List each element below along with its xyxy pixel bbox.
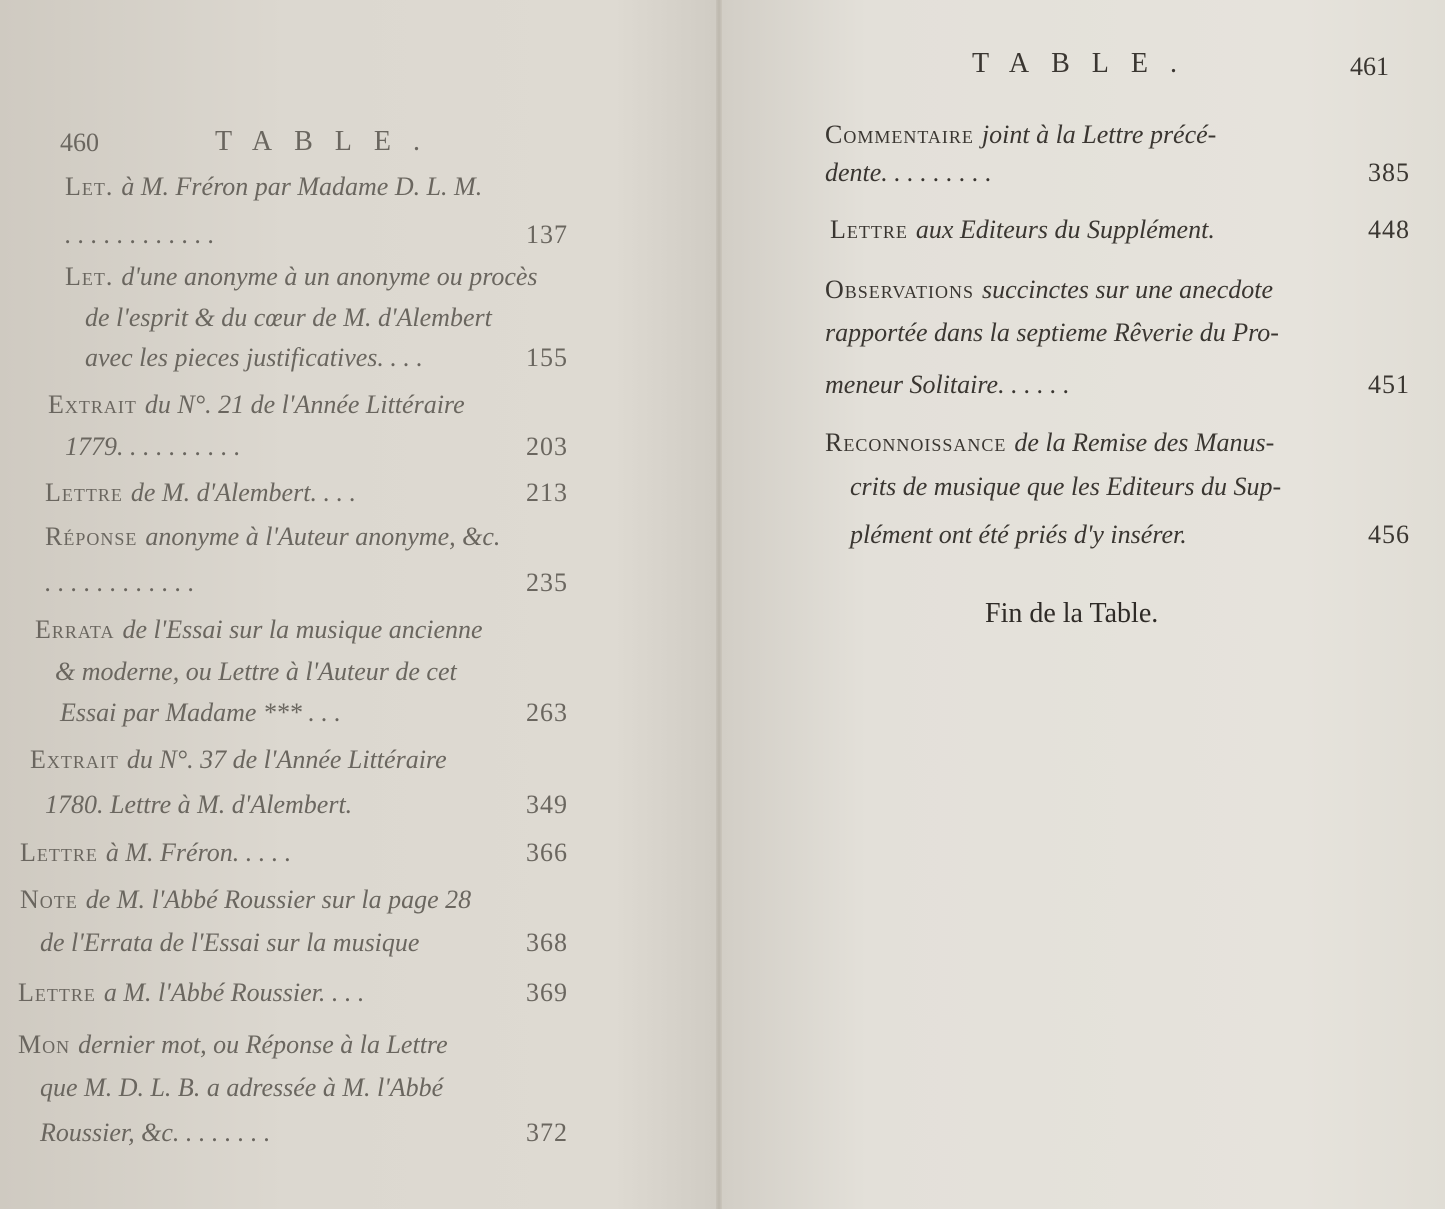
toc-entry-line (40, 1118, 568, 1148)
book-gutter (716, 0, 722, 1209)
entry-text: du N°. 37 de l'Année Littéraire (126, 745, 447, 774)
entry-text: à M. Fréron par Madame D. L. M. (121, 172, 483, 201)
toc-entry-line (65, 432, 568, 462)
entry-lead: Lettre (830, 215, 908, 244)
toc-entry-line (45, 522, 568, 552)
entry-page-number: 368 (526, 928, 568, 957)
toc-entry-line (45, 568, 568, 598)
entry-lead: Errata (35, 615, 115, 644)
toc-entry-line (85, 303, 568, 333)
entry-text: de M. d'Alembert. . . . (130, 478, 356, 507)
entry-text: 1779. . . . . . . . . . (65, 432, 241, 461)
entry-page-number: 366 (526, 838, 568, 867)
entry-lead: Lettre (20, 838, 98, 867)
toc-entry-line (825, 318, 1410, 348)
entry-text: de l'Essai sur la musique ancienne (122, 615, 483, 644)
left-page (0, 0, 722, 1209)
entry-text: du N°. 21 de l'Année Littéraire (144, 390, 465, 419)
toc-entry-line (825, 158, 1410, 188)
entry-text: joint à la Lettre précé- (981, 120, 1217, 149)
entry-text: d'une anonyme à un anonyme ou procès (121, 262, 538, 291)
entry-lead: Extrait (30, 745, 119, 774)
toc-entry-line (40, 928, 568, 958)
toc-entry-line (65, 172, 568, 202)
toc-entry-line (825, 428, 1410, 458)
toc-entry-line (20, 838, 568, 868)
toc-entry-line (65, 220, 568, 250)
toc-entry-line (40, 1073, 568, 1103)
entry-text: aux Editeurs du Supplément. (915, 215, 1215, 244)
toc-entry-line (65, 262, 568, 292)
entry-page-number: 385 (1368, 158, 1410, 187)
entry-page-number: 448 (1368, 215, 1410, 244)
entry-text: crits de musique que les Editeurs du Sup- (850, 472, 1282, 501)
entry-lead: Extrait (48, 390, 137, 419)
entry-text: dernier mot, ou Réponse à la Lettre (78, 1030, 448, 1059)
entry-text: de l'Errata de l'Essai sur la musique (40, 928, 420, 957)
page-number: 460 (60, 128, 99, 157)
entry-page-number: 263 (526, 698, 568, 727)
entry-text: dente. . . . . . . . . (825, 158, 992, 187)
entry-lead: Observations (825, 275, 975, 304)
entry-text: Roussier, &c. . . . . . . . (40, 1118, 271, 1147)
page-number: 461 (1350, 52, 1389, 81)
entry-text: meneur Solitaire. . . . . . (825, 370, 1070, 399)
toc-entry-line (20, 885, 568, 915)
entry-lead: Mon (18, 1030, 71, 1059)
entry-text: de M. l'Abbé Roussier sur la page 28 (85, 885, 472, 914)
entry-page-number: 372 (526, 1118, 568, 1147)
toc-entry-line (48, 390, 568, 420)
toc-entry-line (825, 275, 1410, 305)
toc-entry-line (18, 1030, 568, 1060)
entry-lead: Note (20, 885, 78, 914)
entry-text: plément ont été priés d'y insérer. (850, 520, 1187, 549)
toc-entry-line (55, 657, 568, 687)
entry-text: Essai par Madame *** . . . (60, 698, 341, 727)
entry-text: anonyme à l'Auteur anonyme, &c. (145, 522, 501, 551)
entry-page-number: 203 (526, 432, 568, 461)
toc-entry-line (850, 472, 1410, 502)
entry-text: & moderne, ou Lettre à l'Auteur de cet (55, 657, 457, 686)
closing-line: Fin de la Table. (985, 598, 1159, 629)
toc-entry-line (85, 343, 568, 373)
page-heading: TABLE. (972, 48, 1199, 79)
entry-page-number: 349 (526, 790, 568, 819)
entry-lead: Lettre (45, 478, 123, 507)
toc-entry-line (60, 698, 568, 728)
toc-entry-line (30, 745, 568, 775)
entry-text: avec les pieces justificatives. . . . (85, 343, 423, 372)
entry-page-number: 213 (526, 478, 568, 507)
entry-page-number: 451 (1368, 370, 1410, 399)
entry-text: de l'esprit & du cœur de M. d'Alembert (85, 303, 492, 332)
entry-text: de la Remise des Manus- (1014, 428, 1275, 457)
entry-text: . . . . . . . . . . . . (65, 220, 215, 249)
right-page (722, 0, 1445, 1209)
entry-text: que M. D. L. B. a adressée à M. l'Abbé (40, 1073, 444, 1102)
entry-lead: Let. (65, 262, 114, 291)
entry-lead: Réponse (45, 522, 138, 551)
toc-entry-line (35, 615, 568, 645)
toc-entry-line (830, 215, 1410, 245)
entry-text: 1780. Lettre à M. d'Alembert. (45, 790, 353, 819)
entry-page-number: 369 (526, 978, 568, 1007)
toc-entry-line (850, 520, 1410, 550)
entry-text: a M. l'Abbé Roussier. . . . (103, 978, 365, 1007)
entry-lead: Let. (65, 172, 114, 201)
entry-text: succinctes sur une anecdote (982, 275, 1274, 304)
entry-text: rapportée dans la septieme Rêverie du Pro- (825, 318, 1279, 347)
page-heading: TABLE. (215, 126, 442, 157)
entry-page-number: 456 (1368, 520, 1410, 549)
toc-entry-line (18, 978, 568, 1008)
entry-lead: Reconnoissance (825, 428, 1007, 457)
toc-entry-line (45, 478, 568, 508)
toc-entry-line (45, 790, 568, 820)
entry-text: à M. Fréron. . . . . (105, 838, 292, 867)
entry-page-number: 235 (526, 568, 568, 597)
entry-lead: Lettre (18, 978, 96, 1007)
toc-entry-line (825, 120, 1410, 150)
toc-entry-line (825, 370, 1410, 400)
entry-page-number: 155 (526, 343, 568, 372)
entry-text: . . . . . . . . . . . . (45, 568, 195, 597)
entry-page-number: 137 (526, 220, 568, 249)
entry-lead: Commentaire (825, 120, 974, 149)
